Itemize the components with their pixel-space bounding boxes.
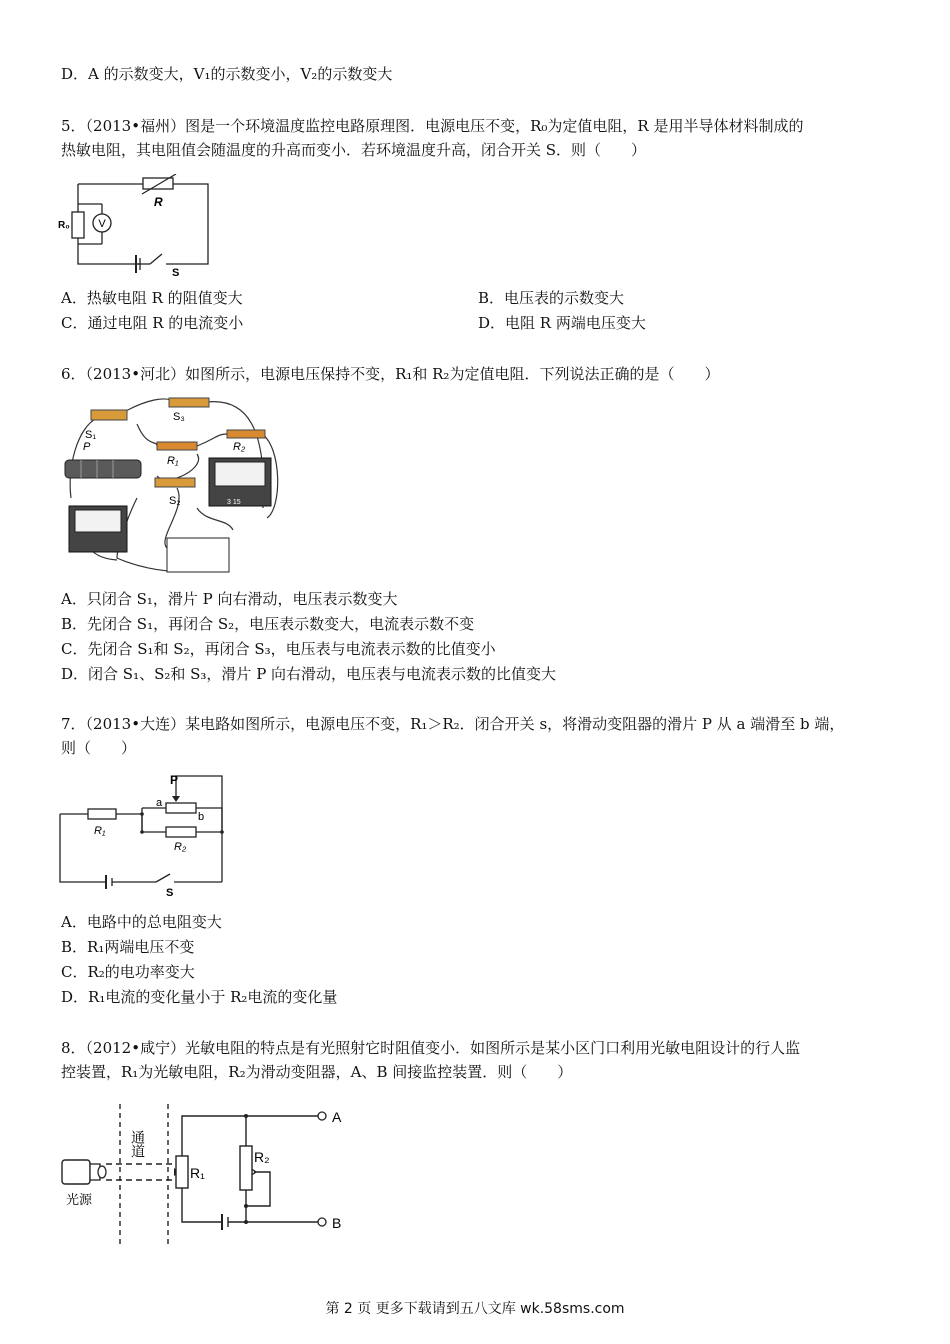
q7-stem-line1: 7．（2013•大连）某电路如图所示，电源电压不变，R₁＞R₂．闭合开关 s，将滑动变阻器的滑片 P 从 a 端滑至 b 端， [61, 715, 845, 733]
q7-label-r2: R₂ [174, 841, 187, 853]
q6-label-s1: S₁ [85, 429, 97, 441]
q6-label-terminals: 3 15 [227, 499, 241, 506]
q8-label-r2: R₂ [254, 1149, 270, 1165]
q4-option-d: D．A 的示数变大，V₁的示数变小，V₂的示数变大 [61, 65, 393, 83]
q7-label-a: a [156, 797, 163, 809]
q8-stem-line2: 控装置，R₁为光敏电阻，R₂为滑动变阻器，A、B 间接监控装置．则（ ） [61, 1063, 573, 1081]
q7-label-b: b [198, 811, 205, 823]
q6-option-c: C．先闭合 S₁和 S₂，再闭合 S₃，电压表与电流表示数的比值变小 [61, 640, 496, 658]
q6-option-d: D．闭合 S₁、S₂和 S₃，滑片 P 向右滑动，电压表与电流表示数的比值变大 [61, 665, 557, 683]
q5-label-r0: R₀ [58, 220, 70, 231]
q7-label-p: P [170, 773, 179, 787]
q7-label-s: S [166, 887, 174, 899]
q6-stem: 6．（2013•河北）如图所示，电源电压保持不变，R₁和 R₂为定值电阻．下列说法正确的是（ ） [61, 365, 720, 383]
q7-circuit-figure [58, 772, 228, 900]
q7-stem-line2: 则（ ） [61, 739, 137, 757]
q6-label-s3: S₃ [173, 411, 185, 423]
q5-stem-line1: 5．（2013•福州）图是一个环境温度监控电路原理图．电源电压不变，R₀为定值电阻，R 是用半导体材料制成的 [61, 117, 804, 135]
q7-option-b: B．R₁两端电压不变 [61, 938, 195, 956]
q5-option-d: D．电阻 R 两端电压变大 [478, 314, 646, 332]
page-footer: 第 2 页 更多下载请到五八文库 wk.58sms.com [325, 1301, 625, 1317]
q8-circuit-figure [58, 1100, 358, 1248]
q5-label-r: R [154, 195, 163, 209]
q6-option-a: A．只闭合 S₁，滑片 P 向右滑动，电压表示数变大 [61, 590, 398, 608]
q5-option-c: C．通过电阻 R 的电流变小 [61, 314, 244, 332]
q6-circuit-photo [57, 388, 289, 580]
q5-option-a: A．热敏电阻 R 的阻值变大 [61, 289, 243, 307]
q6-label-p: P [83, 441, 91, 453]
q7-option-a: A．电路中的总电阻变大 [61, 913, 222, 931]
q7-option-d: D．R₁电流的变化量小于 R₂电流的变化量 [61, 988, 338, 1006]
q8-stem-line1: 8．（2012•咸宁）光敏电阻的特点是有光照射它时阻值变小．如图所示是某小区门口利用光敏电阻设计的行人监 [61, 1039, 801, 1057]
q7-option-c: C．R₂的电功率变大 [61, 963, 195, 981]
q6-label-r1: R₁ [167, 455, 179, 467]
q8-label-light-source: 光源 [66, 1192, 93, 1207]
q5-label-s: S [172, 267, 180, 278]
q8-label-b: B [332, 1215, 342, 1231]
q5-option-b: B．电压表的示数变大 [478, 289, 625, 307]
q6-option-b: B．先闭合 S₁，再闭合 S₂，电压表示数变大，电流表示数不变 [61, 615, 475, 633]
q6-label-s2: S₂ [169, 495, 181, 507]
q5-circuit-figure [58, 174, 218, 278]
q5-stem-line2: 热敏电阻，其电阻值会随温度的升高而变小．若环境温度升高，闭合开关 S．则（ ） [61, 141, 647, 159]
q7-label-r1: R₁ [94, 825, 106, 837]
q8-label-channel: 通道 [130, 1130, 146, 1158]
q8-label-r1: R₁ [190, 1165, 205, 1181]
q8-label-a: A [332, 1109, 342, 1125]
q5-voltmeter-label: V [98, 218, 106, 230]
q6-label-r2: R₂ [233, 441, 246, 453]
